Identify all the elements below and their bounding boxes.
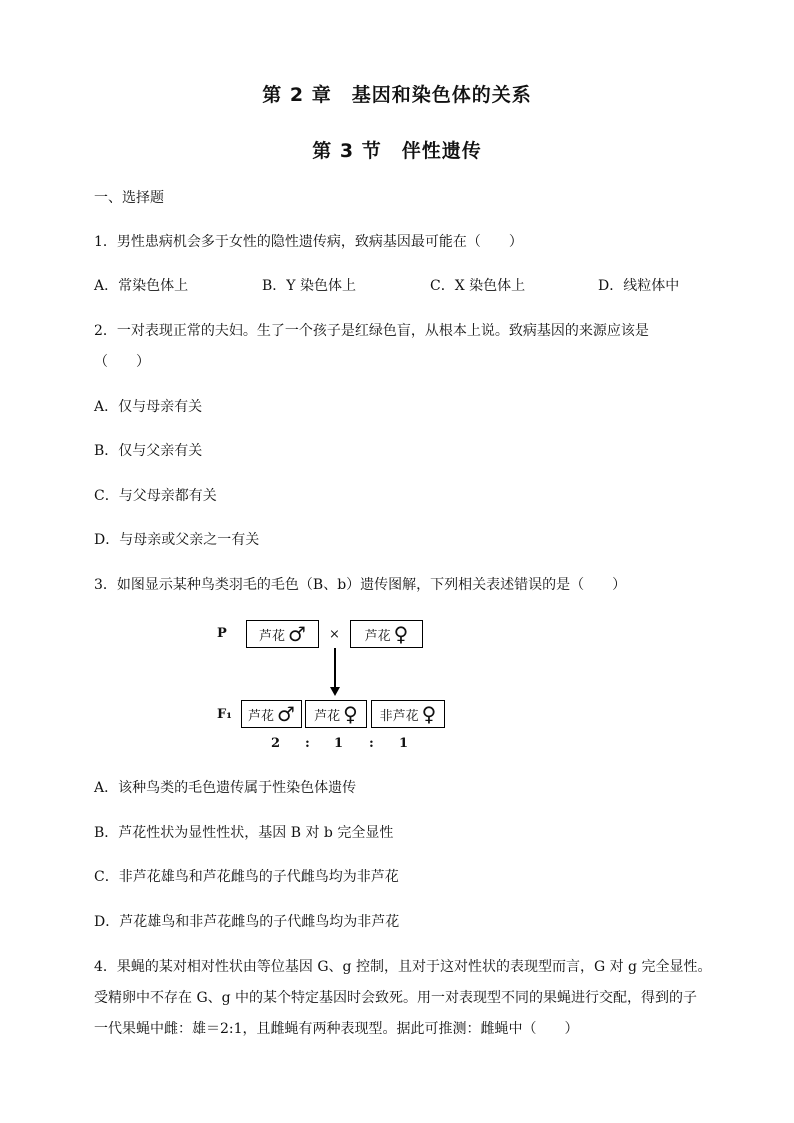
question-4-line-1: 4．果蝇的某对相对性状由等位基因 G、g 控制，且对于这对性状的表现型而言，G 对 g 完全显性。 <box>94 959 712 975</box>
q2-option-c: C．与父母亲都有关 <box>94 488 217 504</box>
ratio-sep-1: : <box>305 736 310 751</box>
ratio-value-3: 1 <box>399 736 409 751</box>
p-generation-label: P <box>217 626 227 641</box>
offspring-female-box <box>305 700 367 728</box>
question-2-stem: 2．一对表现正常的夫妇。生了一个孩子是红绿色盲，从根本上说。致病基因的来源应该是 <box>94 323 649 339</box>
f1-generation-label: F₁ <box>217 707 232 722</box>
q1-option-a: A．常染色体上 <box>94 278 189 294</box>
male-symbol-icon: ♂ <box>277 702 295 726</box>
female-symbol-icon: ♀ <box>343 702 358 726</box>
offspring-nonbarred-female-box <box>371 700 445 728</box>
section-title: 第 3 节 伴性遗传 <box>312 140 482 162</box>
parent-female-trait: 芦花 <box>364 628 391 644</box>
parent-female-box <box>350 620 423 648</box>
question-4-line-3: 一代果蝇中雌：雄＝2:1，且雌蝇有两种表现型。据此可推测：雌蝇中（ ） <box>94 1021 579 1037</box>
question-4-line-2: 受精卵中不存在 G、g 中的某个特定基因时会致死。用一对表现型不同的果蝇进行交配，得到的子 <box>94 990 698 1006</box>
female-symbol-icon: ♀ <box>393 622 409 646</box>
question-2-stem-cont: （ ） <box>94 354 150 370</box>
q2-option-b: B．仅与父亲有关 <box>94 443 203 459</box>
offspring-male-box <box>241 700 302 728</box>
chapter-title: 第 2 章 基因和染色体的关系 <box>262 84 532 106</box>
q3-option-a: A．该种鸟类的毛色遗传属于性染色体遗传 <box>94 780 357 796</box>
q3-option-b: B．芦花性状为显性性状，基因 B 对 b 完全显性 <box>94 825 394 841</box>
arrow-shaft <box>334 648 336 690</box>
male-symbol-icon: ♂ <box>288 622 306 646</box>
arrow-down-icon <box>330 687 340 696</box>
q2-option-a: A．仅与母亲有关 <box>94 399 203 415</box>
ratio-value-1: 2 <box>271 736 281 751</box>
q1-option-c: C．X 染色体上 <box>430 278 526 294</box>
ratio-sep-2: : <box>369 736 374 751</box>
female-symbol-icon: ♀ <box>421 702 437 726</box>
offspring-male-trait: 芦花 <box>248 708 275 724</box>
question-3-stem: 3．如图显示某种鸟类羽毛的毛色（B、b）遗传图解，下列相关表述错误的是（ ） <box>94 577 627 593</box>
q3-option-c: C．非芦花雄鸟和芦花雌鸟的子代雌鸟均为非芦花 <box>94 869 399 885</box>
inheritance-diagram <box>210 615 470 755</box>
section-heading: 一、选择题 <box>94 190 164 206</box>
q2-option-d: D．与母亲或父亲之一有关 <box>94 532 260 548</box>
q1-option-d: D．线粒体中 <box>598 278 680 294</box>
q3-option-d: D．芦花雄鸟和非芦花雌鸟的子代雌鸟均为非芦花 <box>94 914 400 930</box>
offspring-nonbarred-trait: 非芦花 <box>379 708 419 724</box>
offspring-female-trait: 芦花 <box>314 708 341 724</box>
parent-male-box <box>246 620 319 648</box>
cross-symbol: × <box>329 627 340 642</box>
parent-male-trait: 芦花 <box>259 628 286 644</box>
q1-option-b: B．Y 染色体上 <box>262 278 356 294</box>
question-1-stem: 1．男性患病机会多于女性的隐性遗传病，致病基因最可能在（ ） <box>94 234 523 250</box>
ratio-value-2: 1 <box>334 736 344 751</box>
